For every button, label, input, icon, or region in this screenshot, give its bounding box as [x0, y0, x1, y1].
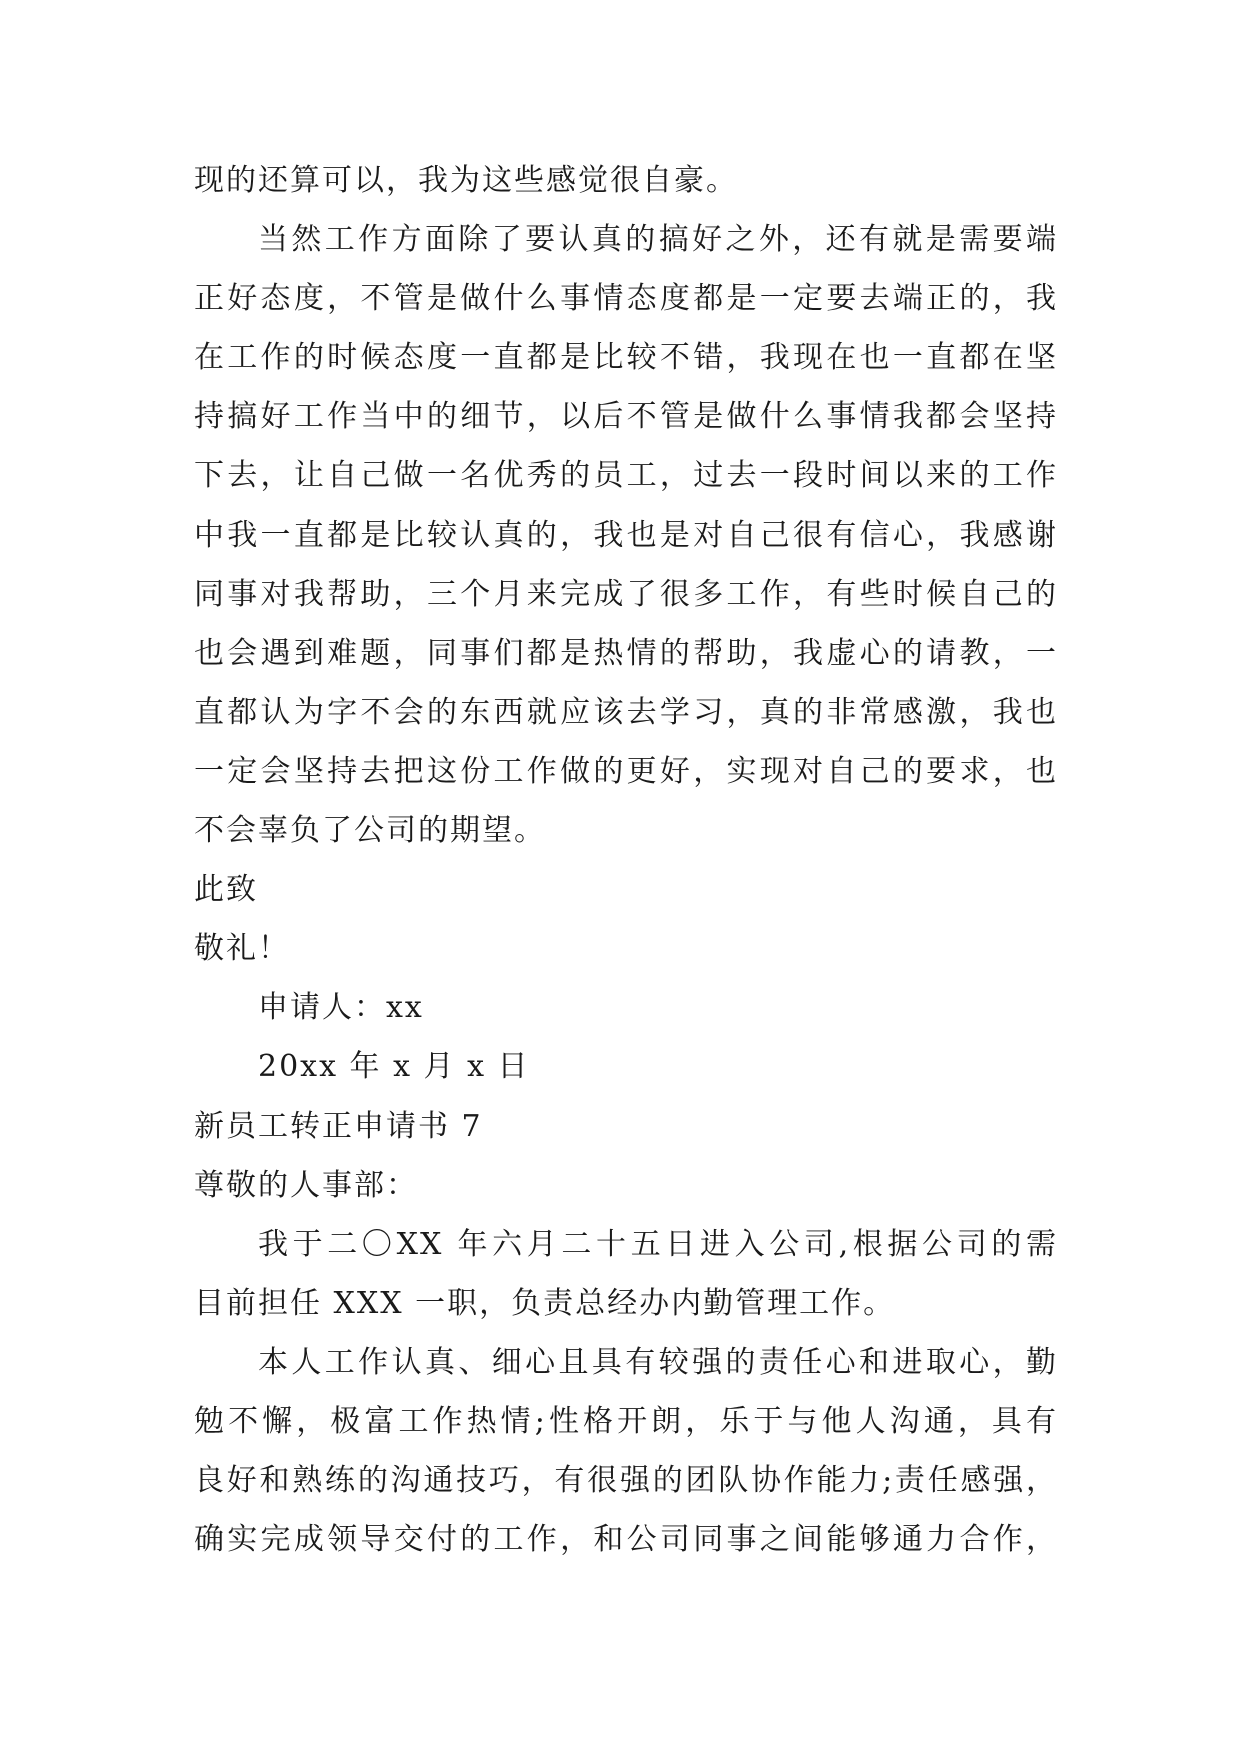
paragraph-line: 中我一直都是比较认真的，我也是对自己很有信心，我感谢: [194, 517, 1058, 553]
paragraph-line: 下去，让自己做一名优秀的员工，过去一段时间以来的工作: [194, 458, 1058, 494]
paragraph-line: 勉不懈，极富工作热情;性格开朗，乐于与他人沟通，具有: [194, 1403, 1058, 1439]
paragraph-line: 良好和熟练的沟通技巧，有很强的团队协作能力;责任感强，: [194, 1463, 1058, 1499]
paragraph-line: 不会辜负了公司的期望。: [194, 813, 546, 849]
paragraph-line: 持搞好工作当中的细节，以后不管是做什么事情我都会坚持: [194, 399, 1058, 435]
paragraph-line: 现的还算可以，我为这些感觉很自豪。: [194, 163, 738, 198]
salutation: 尊敬的人事部：: [194, 1167, 418, 1203]
paragraph-line: 本人工作认真、细心且具有较强的责任心和进取心，勤: [258, 1344, 1058, 1380]
document-body: [194, 151, 1058, 1569]
paragraph-line: 一定会坚持去把这份工作做的更好，实现对自己的要求，也: [194, 753, 1058, 789]
paragraph-line: 目前担任 XXX 一职，负责总经办内勤管理工作。: [194, 1285, 896, 1321]
paragraph-line: 我于二〇XX 年六月二十五日进入公司,根据公司的需: [258, 1226, 1058, 1262]
signature-date: 20xx 年 x 月 x 日: [258, 1049, 530, 1085]
closing-line: 此致: [194, 872, 258, 908]
signature-applicant: 申请人：xx: [258, 990, 424, 1026]
salute-line: 敬礼！: [194, 931, 290, 967]
paragraph-line: 在工作的时候态度一直都是比较不错，我现在也一直都在坚: [194, 340, 1058, 376]
paragraph-line: 确实完成领导交付的工作，和公司同事之间能够通力合作，: [194, 1522, 1058, 1558]
paragraph-line: 正好态度，不管是做什么事情态度都是一定要去端正的，我: [194, 281, 1058, 317]
paragraph-line: 直都认为字不会的东西就应该去学习，真的非常感激，我也: [194, 694, 1058, 730]
paragraph-line: 当然工作方面除了要认真的搞好之外，还有就是需要端: [258, 222, 1058, 258]
document-title: 新员工转正申请书 7: [194, 1108, 483, 1144]
paragraph-line: 同事对我帮助，三个月来完成了很多工作，有些时候自己的: [194, 576, 1058, 612]
paragraph-line: 也会遇到难题，同事们都是热情的帮助，我虚心的请教，一: [194, 635, 1058, 671]
